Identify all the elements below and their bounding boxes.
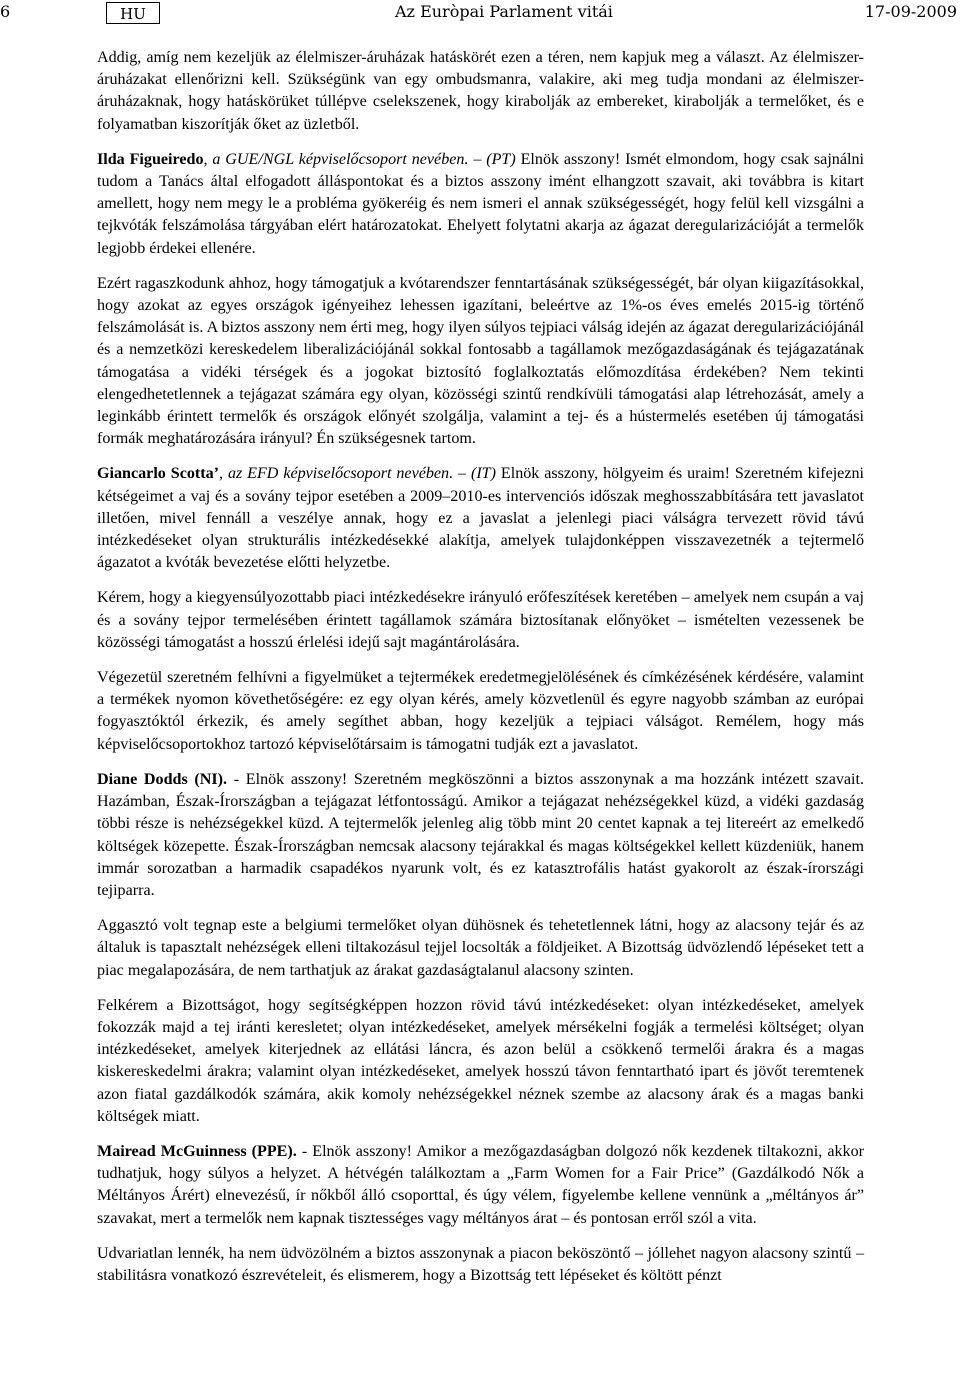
page-number: 6 bbox=[0, 2, 11, 21]
paragraph-text: Elnök asszony, hölgyeim és uraim! Szeretném kifejezni kétségeimet a vaj és a sovány tejpor esetében a 2009–2010-es intervenciós időszak meghosszabbítására tett javaslatot illetően, mivel fennáll a veszélye annak, hogy ez a javaslat a jelenlegi piaci válságra tervezett rövid távú intézkedéseket olyan strukturális intézkedésekké alakítja, amelyek tulajdonképpen visszavezetnék a tejtermelő ágazatot a kvóták bevezetése előtti helyzetbe. bbox=[97, 465, 864, 572]
language-badge: HU bbox=[106, 2, 160, 24]
paragraph-text: Elnök asszony! Ismét elmondom, hogy csak sajnálni tudom a Tanács által elfogadott álláspontokat és a biztos asszony imént elhangzott szavait, aki továbbra is kitart amellett, hogy nem megy le a probléma gyökeréig és nem ismeri el annak szükségességét, hogy felül kell vizsgálni a tejkvóták felszámolása tárgyában elért határozatokat. Ehelyett folytatni akarja az ágazat deregularizációját a termelők legjobb érdekei ellenére. bbox=[97, 150, 864, 257]
paragraph bbox=[97, 1141, 864, 1230]
paragraph bbox=[97, 273, 864, 451]
paragraph bbox=[97, 149, 864, 260]
paragraph-text: Felkérem a Bizottságot, hogy segítségképpen hozzon rövid távú intézkedéseket: olyan intézkedéseket, amelyek fokozzák majd a tej iránti keresletet; olyan intézkedéseket, amelyek mérsékelni fogják a termelési költséget; olyan intézkedéseket, amelyek kiterjednek az ellátási láncra, és azon belül a csökkenő termelői árakra és a magas kiskereskedelmi árakra; valamint olyan intézkedéseket, amelyek hosszú távon fenntartható ipart és jövőt teremtenek azon fiatal gazdálkodók számára, akik komoly nehézségekkel néznek szembe az alacsony árak és a magas banki költségek miatt. bbox=[97, 996, 864, 1125]
paragraph-text: Végezetül szeretném felhívni a figyelmüket a tejtermékek eredetmegjelölésének és címkézésének kérdésére, valamint a termékek nyomon követhetőségére: ez egy olyan kérés, amely közvetlenül és egyre nagyobb számban az európai fogyasztóktól érkezik, és amely segíthet abban, hogy kezeljük a tejpiaci válságot. Remélem, hogy más képviselőcsoportokhoz tartozó képviselőtársaim is támogatni tudják ezt a javaslatot. bbox=[97, 669, 864, 753]
paragraph bbox=[97, 587, 864, 654]
speaker-role: , a GUE/NGL képviselőcsoport nevében. – (PT) bbox=[203, 150, 516, 168]
page-header bbox=[0, 0, 960, 32]
paragraph bbox=[97, 995, 864, 1128]
paragraph bbox=[97, 1243, 864, 1287]
paragraph-text: Udvariatlan lennék, ha nem üdvözölném a biztos asszonynak a piacon beköszöntő – jóllehet nagyon alacsony szintű – stabilitásra vonatkozó észrevételeit, és elismerem, hogy a Bizottság tett lépéseket és költött pénzt bbox=[97, 1244, 864, 1284]
speaker-role: , az EFD képviselőcsoport nevében. – (IT) bbox=[219, 465, 496, 483]
paragraph-text: Kérem, hogy a kiegyensúlyozottabb piaci intézkedésekre irányuló erőfeszítések keretében – amelyek nem csupán a vaj és a sovány tejpor termelésében érintett tagállamok számára biztosítanak előnyöket – ismételten vezessenek be közösségi támogatást a hosszú érlelési idejű sajt magántárolására. bbox=[97, 589, 864, 651]
paragraph bbox=[97, 915, 864, 982]
paragraph-text: Addig, amíg nem kezeljük az élelmiszer-áruházak hatáskörét ezen a téren, nem kapjuk meg a választ. Az élelmiszer-áruházakat ellenőrizni kell. Szükségünk van egy ombudsmanra, valakire, aki meg tudja mondani az élelmiszer-áruházaknak, hogy hatáskörüket túllépve cselekszenek, hogy kirabolják az embereket, kirabolják a termelőket, és e folyamatban kiszorítják őket az üzletből. bbox=[97, 49, 864, 133]
document-body bbox=[97, 47, 864, 1300]
speaker-name: Mairead McGuinness (PPE). bbox=[97, 1142, 297, 1160]
paragraph bbox=[97, 463, 864, 574]
speaker-name: Giancarlo Scotta’ bbox=[97, 465, 220, 483]
document-title: Az Euròpai Parlament vitái bbox=[395, 2, 613, 21]
document-date: 17-09-2009 bbox=[864, 2, 957, 21]
paragraph bbox=[97, 769, 864, 902]
paragraph-text: - Elnök asszony! Amikor a mezőgazdaságban dolgozó nők kezdenek tiltakozni, akkor tudhatjuk, hogy súlyos a helyzet. A hétvégén találkoztam a „Farm Women for a Fair Price” (Gazdálkodó Nők a Méltányos Árért) elnevezésű, ír nőkből álló csoporttal, és úgy vélem, figyelembe kellene vennünk a „méltányos ár” szavakat, mert a termelők nem kapnak tisztességes vagy méltányos árat – és pontosan erről szól a vita. bbox=[97, 1142, 864, 1227]
paragraph bbox=[97, 667, 864, 756]
speaker-name: Diane Dodds (NI). bbox=[97, 770, 228, 788]
paragraph-text: Aggasztó volt tegnap este a belgiumi termelőket olyan dühösnek és tehetetlennek látni, hogy az alacsony tejár és az általuk is tapasztalt nehézségek elleni tiltakozásul tejjel locsolták a földjeiket. A Bizottság üdvözlendő lépéseket tett a piac megalapozására, de nem tarthatjuk az árakat gazdaságtalanul alacsony szinten. bbox=[97, 917, 864, 979]
paragraph bbox=[97, 47, 864, 136]
paragraph-text: - Elnök asszony! Szeretném megköszönni a biztos asszonynak a ma hozzánk intézett szavait. Hazámban, Észak-Írországban a tejágazat létfontosságú. Amikor a tejágazat nehézségekkel küzd, a vidéki gazdaság többi része is nehézségekkel küzd. A tejtermelők jelenleg alig több mint 20 centet kapnak a tej litereért az emelkedő költségek közepette. Észak-Írországban nemcsak alacsony tejárakkal és magas költségekkel kellett küzdeniük, hanem immár sorozatban a harmadik csapadékos nyarunk volt, és ez katasztrofális hatást gyakorolt az észak-írországi tejiparra. bbox=[97, 770, 864, 899]
speaker-name: Ilda Figueiredo bbox=[97, 150, 204, 168]
paragraph-text: Ezért ragaszkodunk ahhoz, hogy támogatjuk a kvótarendszer fenntartásának szükségességét, bár olyan kiigazításokkal, hogy azokat az egyes országok igényeihez lehessen igazítani, beleértve az 1%-os éves emelés 2015-ig történő felszámolását is. A biztos asszony nem érti meg, hogy ilyen súlyos tejpiaci válság idején az ágazat deregularizációjánál és a nemzetközi kereskedelem liberalizációjánál sokkal fontosabb a tagállamok mezőgazdaságának és tejágazatának támogatása a vidéki térségek és a jogokat biztosító foglalkoztatás előmozdítása érdekében? Nem tekinti elengedhetetlennek a tejágazat számára egy olyan, közösségi szintű rendkívüli támogatási alap létrehozását, amely a leginkább érintett termelők és országok előnyét szolgálja, valamint a tej- és a hústermelés esetében új támogatási formák meghatározására irányul? Én szükségesnek tartom. bbox=[97, 274, 864, 448]
